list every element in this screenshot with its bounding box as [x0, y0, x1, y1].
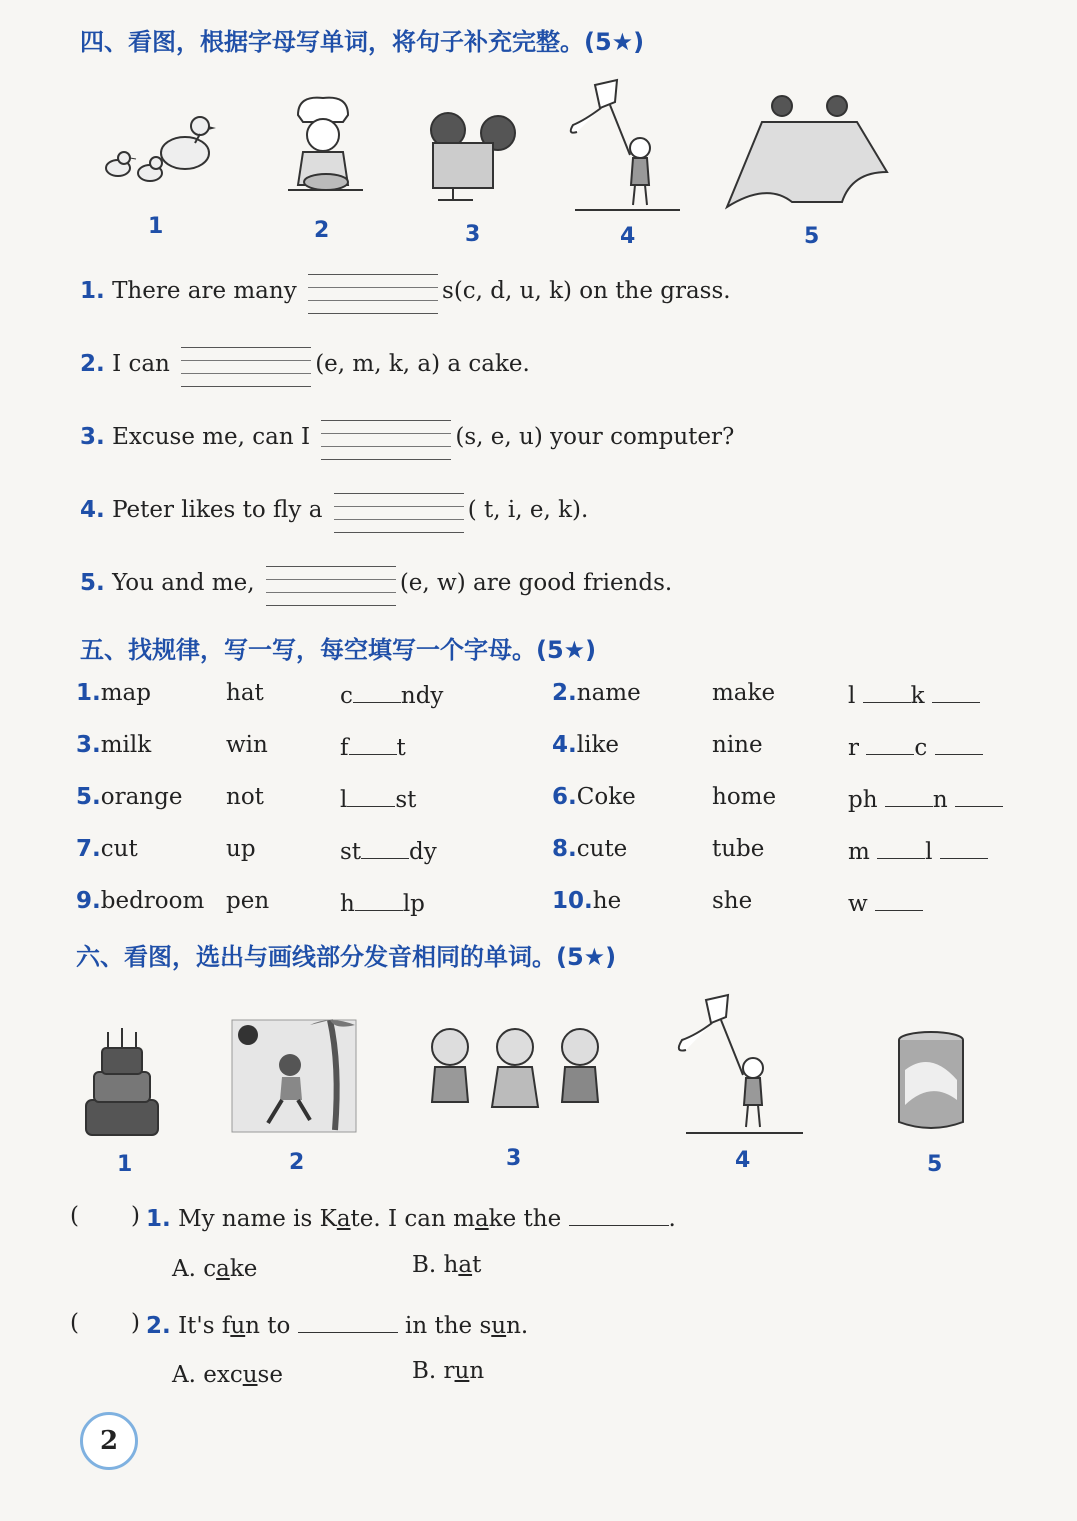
word-a1: 5.orange: [76, 784, 183, 810]
sentence-4: 4. Peter likes to fly a ( t, i, e, k).: [80, 489, 588, 533]
option-b[interactable]: B. hat: [412, 1252, 482, 1278]
pic-number: 1: [148, 214, 164, 239]
page-number: 2: [80, 1412, 138, 1470]
option-a[interactable]: A. excuse: [172, 1362, 283, 1388]
coke-can-picture: [895, 1030, 967, 1132]
pic-number: 2: [289, 1150, 305, 1175]
kite-picture-2: [668, 995, 808, 1140]
word-a3: st dy: [340, 836, 437, 865]
running-picture: [230, 1015, 358, 1135]
word-a2: hat: [226, 680, 264, 706]
word-a1: 7.cut: [76, 836, 138, 862]
sentence-3: 3. Excuse me, can I (s, e, u) your computer?: [80, 416, 734, 460]
pic-number: 1: [117, 1152, 133, 1177]
word-b2: make: [712, 680, 776, 706]
word-a3: c ndy: [340, 680, 443, 709]
section-6-title: 六、看图，选出与画线部分发音相同的单词。(5★): [76, 943, 617, 971]
computer-picture: [418, 108, 528, 203]
word-b1: 8.cute: [552, 836, 628, 862]
letter-blank[interactable]: [347, 784, 395, 807]
word-a1: 9.bedroom: [76, 888, 205, 914]
word-b2: tube: [712, 836, 765, 862]
word-a1: 3.milk: [76, 732, 152, 758]
pic-number: 3: [506, 1146, 522, 1171]
sentence-1: 1. There are many s(c, d, u, k) on the grass.: [80, 270, 731, 314]
option-a[interactable]: A. cake: [172, 1256, 258, 1282]
sentence-5: 5. You and me, (e, w) are good friends.: [80, 562, 672, 606]
word-a3: h lp: [340, 888, 425, 917]
word-a2: pen: [226, 888, 270, 914]
word-b3: r c: [848, 732, 983, 761]
sentence-2: 2. I can (e, m, k, a) a cake.: [80, 343, 530, 387]
letter-blank[interactable]: [349, 732, 397, 755]
question-1: 1. My name is Kate. I can make the .: [146, 1203, 676, 1232]
word-a3: l st: [340, 784, 416, 813]
word-b3: w: [848, 888, 923, 917]
option-b[interactable]: B. run: [412, 1358, 485, 1384]
four-line-blank[interactable]: [334, 489, 464, 533]
slide-picture: [722, 92, 892, 217]
word-b3: ph n: [848, 784, 1003, 813]
pic-number: 5: [804, 224, 820, 249]
four-line-blank[interactable]: [321, 416, 451, 460]
pic-number: 2: [314, 218, 330, 243]
letter-blank[interactable]: [885, 784, 933, 807]
pic-number: 3: [465, 222, 481, 247]
cake-picture: [78, 1020, 166, 1140]
section-4-title: 四、看图，根据字母写单词，将句子补充完整。(5★): [80, 28, 645, 56]
word-b1: 6.Coke: [552, 784, 636, 810]
letter-blank[interactable]: [940, 836, 988, 859]
pic-number: 5: [927, 1152, 943, 1177]
word-b2: home: [712, 784, 777, 810]
word-a2: win: [226, 732, 268, 758]
word-b1: 4.like: [552, 732, 620, 758]
word-a2: up: [226, 836, 256, 862]
four-line-blank[interactable]: [181, 343, 311, 387]
four-line-blank[interactable]: [308, 270, 438, 314]
letter-blank[interactable]: [353, 680, 401, 703]
letter-blank[interactable]: [935, 732, 983, 755]
cook-picture: [278, 90, 368, 202]
answer-blank[interactable]: [569, 1203, 669, 1226]
word-b1: 2.name: [552, 680, 641, 706]
word-b3: m l: [848, 836, 988, 865]
kite-picture-1: [565, 80, 685, 215]
letter-blank[interactable]: [361, 836, 409, 859]
word-b3: l k: [848, 680, 980, 709]
answer-bracket[interactable]: ( ): [70, 1203, 140, 1229]
children-picture: [410, 1022, 620, 1132]
letter-blank[interactable]: [875, 888, 923, 911]
word-a2: not: [226, 784, 264, 810]
question-2: 2. It's fun to in the sun.: [146, 1310, 528, 1339]
ducks-picture: [100, 108, 215, 193]
word-b1: 10.he: [552, 888, 622, 914]
pic-number: 4: [735, 1148, 751, 1173]
letter-blank[interactable]: [863, 680, 911, 703]
word-a3: f t: [340, 732, 406, 761]
pic-number: 4: [620, 224, 636, 249]
answer-bracket[interactable]: ( ): [70, 1310, 140, 1336]
letter-blank[interactable]: [877, 836, 925, 859]
letter-blank[interactable]: [866, 732, 914, 755]
letter-blank[interactable]: [932, 680, 980, 703]
section-5-title: 五、找规律，写一写，每空填写一个字母。(5★): [80, 636, 597, 664]
word-a1: 1.map: [76, 680, 151, 706]
letter-blank[interactable]: [355, 888, 403, 911]
answer-blank[interactable]: [298, 1310, 398, 1333]
word-b2: she: [712, 888, 753, 914]
word-b2: nine: [712, 732, 763, 758]
letter-blank[interactable]: [955, 784, 1003, 807]
four-line-blank[interactable]: [266, 562, 396, 606]
